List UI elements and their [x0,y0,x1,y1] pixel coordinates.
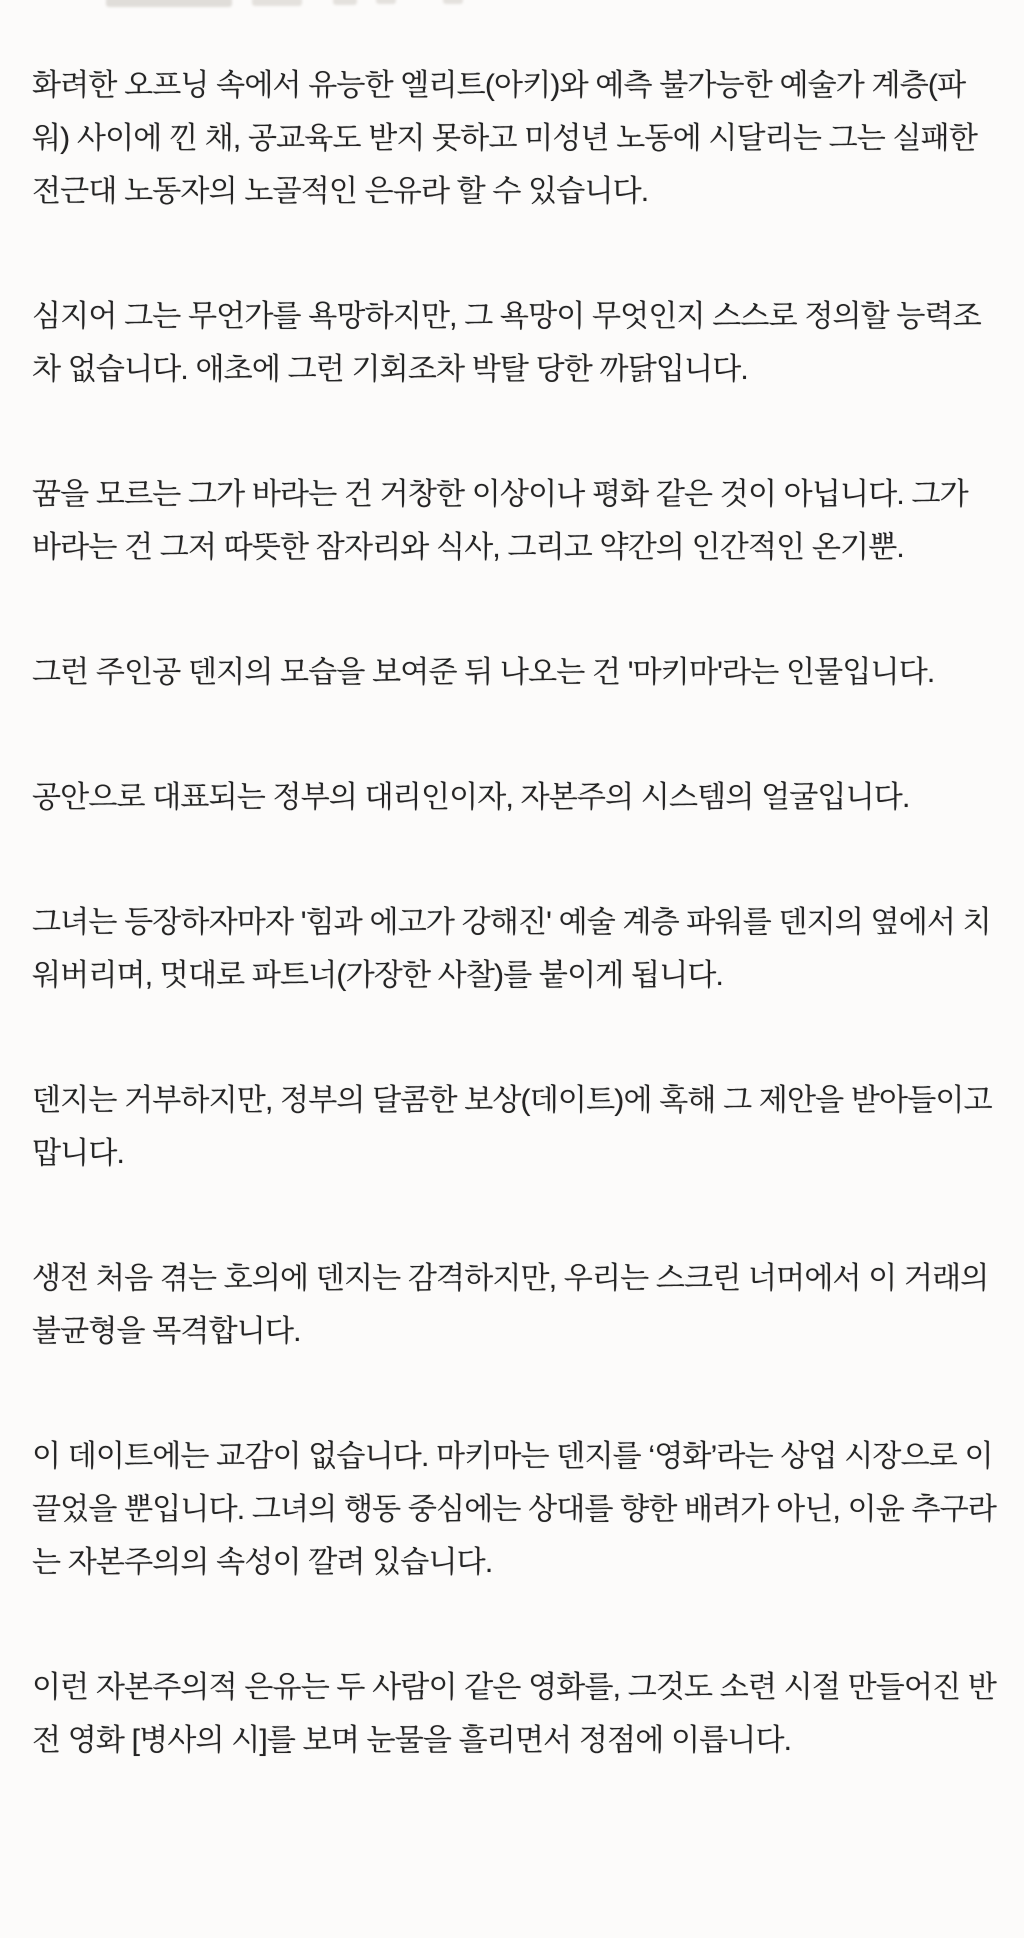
paragraph-denji-accepts: 덴지는 거부하지만, 정부의 달콤한 보상(데이트)에 혹해 그 제안을 받아들이고 맙니다. [32,1084,992,1170]
paragraph-movie-climax: 이런 자본주의적 은유는 두 사람이 같은 영화를, 그것도 소련 시절 만들어진 반전 영화 [병사의 시]를 보며 눈물을 흘리면서 정점에 이릅니다. [32,1671,996,1757]
paragraph-no-sympathy-date: 이 데이트에는 교감이 없습니다. 마키마는 덴지를 ‘영화’라는 상업 시장으로 이끌었을 뿐입니다. 그녀의 행동 중심에는 상대를 향한 배려가 아닌, 이윤 추구라는 자본주의의 속성이 깔려 있습니다. [32,1440,996,1579]
paragraph-partner-assignment: 그녀는 등장하자마자 '힘과 에고가 강해진' 예술 계층 파워를 덴지의 옆에서 치워버리며, 멋대로 파트너(가장한 사찰)를 붙이게 됩니다. [32,906,991,992]
paragraph-unequal-deal: 생전 처음 겪는 호의에 덴지는 감격하지만, 우리는 스크린 너머에서 이 거래의 불균형을 목격합니다. [32,1262,989,1348]
paragraph-makima-intro: 그런 주인공 덴지의 모습을 보여준 뒤 나오는 건 '마키마'라는 인물입니다. [32,656,935,689]
paragraph-simple-wishes: 꿈을 모르는 그가 바라는 건 거창한 이상이나 평화 같은 것이 아닙니다. 그가 바라는 건 그저 따뜻한 잠자리와 식사, 그리고 약간의 인간적인 온기뿐. [32,478,968,564]
paragraph-opening-metaphor: 화려한 오프닝 속에서 유능한 엘리트(아키)와 예측 불가능한 예술가 계층(파워) 사이에 낀 채, 공교육도 받지 못하고 미성년 노동에 시달리는 그는 실패한 전근대 노동자의 노골적인 은유라 할 수 있습니다. [32,69,978,208]
paragraph-desire: 심지어 그는 무언가를 욕망하지만, 그 욕망이 무엇인지 스스로 정의할 능력조차 없습니다. 애초에 그런 기회조차 박탈 당한 까닭입니다. [32,300,981,386]
paragraph-government-face: 공안으로 대표되는 정부의 대리인이자, 자본주의 시스템의 얼굴입니다. [32,781,910,814]
